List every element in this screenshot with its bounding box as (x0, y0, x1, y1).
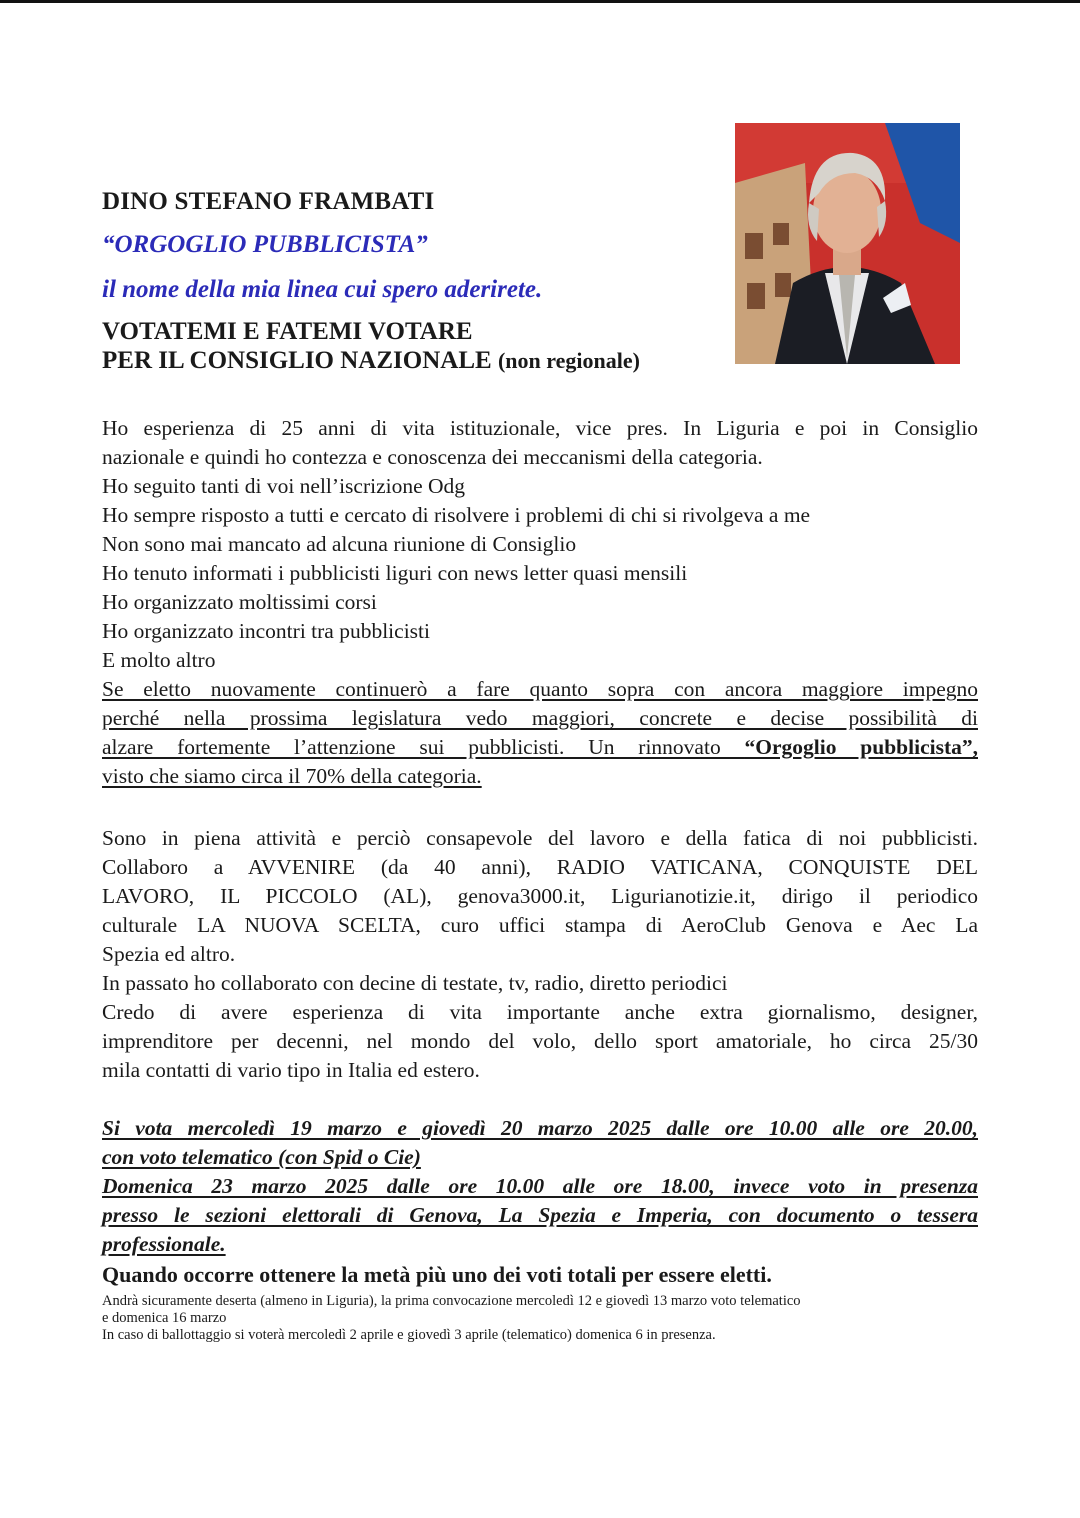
voting-line: presso le sezioni elettorali di Genova, La Spezia e Imperia, con documento o tessera (102, 1203, 978, 1227)
footnote-line: e domenica 16 marzo (102, 1310, 227, 1326)
text-line: imprenditore per decenni, nel mondo del volo, dello sport amatoriale, ho circa 25/30 (102, 1029, 978, 1053)
voting-line: con voto telematico (con Spid o Cie) (102, 1145, 421, 1169)
text-line: LAVORO, IL PICCOLO (AL), genova3000.it, Ligurianotizie.it, dirigo il periodico (102, 884, 978, 908)
candidate-photo (735, 123, 960, 364)
text-line: Ho organizzato moltissimi corsi (102, 590, 377, 614)
underlined-line: visto che siamo circa il 70% della categoria. (102, 764, 482, 788)
text-line: Collaboro a AVVENIRE (da 40 anni), RADIO VATICANA, CONQUISTE DEL (102, 855, 978, 879)
text-line: Sono in piena attività e perciò consapevole del lavoro e della fatica di noi pubblicisti. (102, 826, 978, 850)
slogan: “ORGOGLIO PUBBLICISTA” (102, 231, 428, 258)
footnotes (102, 1293, 978, 1344)
text-line: mila contatti di vario tipo in Italia ed estero. (102, 1058, 480, 1082)
bold-slogan: “Orgoglio pubblicista”, (744, 735, 978, 759)
text-line: Ho seguito tanti di voi nell’iscrizione Odg (102, 474, 466, 498)
voting-line: Si vota mercoledì 19 marzo e giovedì 20 marzo 2025 dalle ore 10.00 alle ore 20.00, (102, 1116, 978, 1140)
text-line: Ho esperienza di 25 anni di vita istituzionale, vice pres. In Liguria e poi in Consiglio (102, 416, 978, 440)
underlined-text: alzare fortemente l’attenzione sui pubblicisti. Un rinnovato (102, 735, 745, 759)
text-line: Credo di avere esperienza di vita importante anche extra giornalismo, designer, (102, 1000, 978, 1024)
experience-section (102, 414, 978, 791)
underlined-line: Se eletto nuovamente continuerò a fare quanto sopra con ancora maggiore impegno (102, 677, 978, 701)
footnote-line: In caso di ballottaggio si voterà mercoledì 2 aprile e giovedì 3 aprile (telematico) domenica 6 in presenza. (102, 1327, 716, 1343)
text-line: Non sono mai mancato ad alcuna riunione di Consiglio (102, 532, 577, 556)
underlined-line: perché nella prossima legislatura vedo maggiori, concrete e decise possibilità di (102, 706, 978, 730)
text-line: Spezia ed altro. (102, 942, 236, 966)
tagline: il nome della mia linea cui spero aderirete. (102, 276, 543, 303)
vote-heading-1: VOTATEMI E FATEMI VOTARE (102, 318, 473, 345)
text-line: Ho tenuto informati i pubblicisti liguri con news letter quasi mensili (102, 561, 688, 585)
underlined-line (102, 733, 978, 762)
text-line: In passato ho collaborato con decine di testate, tv, radio, diretto periodici (102, 971, 728, 995)
vote-heading-2 (102, 347, 640, 375)
text-line: Ho organizzato incontri tra pubblicisti (102, 619, 430, 643)
majority-note: Quando occorre ottenere la metà più uno dei voti totali per essere eletti. (102, 1262, 772, 1287)
vote-heading-2-paren: (non regionale) (497, 348, 640, 373)
text-line: E molto altro (102, 648, 216, 672)
voting-line: professionale. (102, 1232, 226, 1256)
vote-heading-2-main: PER IL CONSIGLIO NAZIONALE (102, 347, 492, 374)
text-line: nazionale e quindi ho contezza e conoscenza dei meccanismi della categoria. (102, 445, 763, 469)
text-line: culturale LA NUOVA SCELTA, curo uffici stampa di AeroClub Genova e Aec La (102, 913, 978, 937)
candidate-name: DINO STEFANO FRAMBATI (102, 188, 435, 215)
footnote-line: Andrà sicuramente deserta (almeno in Liguria), la prima convocazione mercoledì 12 e giovedì 13 marzo voto telematico (102, 1293, 801, 1309)
voting-dates-section (102, 1114, 978, 1259)
voting-line: Domenica 23 marzo 2025 dalle ore 10.00 alle ore 18.00, invece voto in presenza (102, 1174, 978, 1198)
activity-section (102, 824, 978, 1085)
top-border (0, 0, 1080, 3)
text-line: Ho sempre risposto a tutti e cercato di risolvere i problemi di chi si rivolgeva a me (102, 503, 811, 527)
